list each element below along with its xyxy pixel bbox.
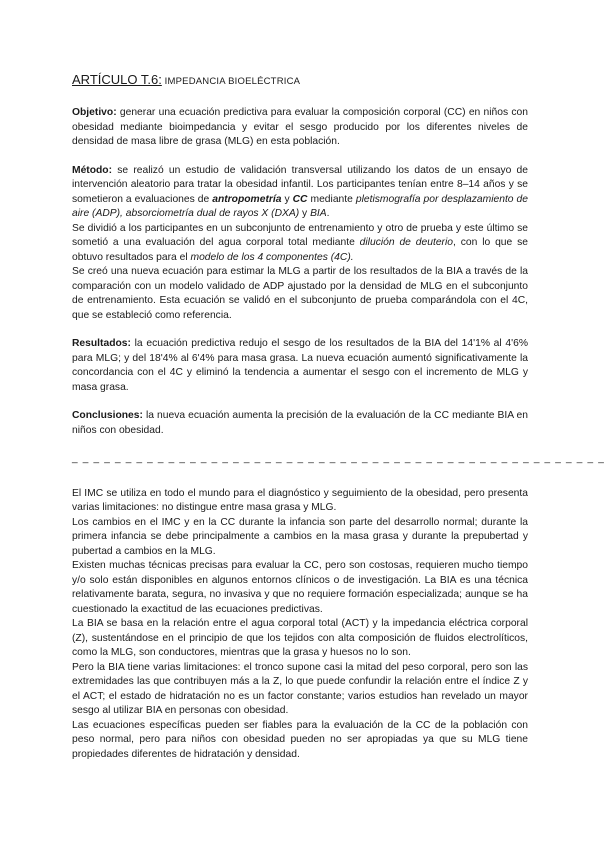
metodo-modelo-4c: modelo de los 4 componentes (4C). bbox=[190, 251, 354, 263]
section-metodo bbox=[72, 164, 528, 324]
body-paragraph: Pero la BIA tiene varias limitaciones: el tronco supone casi la mitad del peso corporal, pero son las extremidades las que contribuyen más a la Z, lo que puede confundir la relación entre el índice Z y el ACT; el estado de hidratación no es un factor constante; varios estudios han revelado un mayor sesgo al utilizar BIA en personas con obesidad. bbox=[72, 661, 528, 716]
metodo-label: Método: bbox=[72, 164, 113, 176]
metodo-antropometria: antropometría bbox=[212, 193, 282, 205]
metodo-bia: BIA bbox=[310, 208, 327, 219]
section-resultados bbox=[72, 337, 528, 395]
body-paragraph: La BIA se basa en la relación entre el agua corporal total (ACT) y la impedancia eléctrica corporal (Z), sustentándose en el principio de que los tejidos con alta composición de fluidos electrolíticos, como la MLG, son conductores, mientras que la grasa y huesos no lo son. bbox=[72, 618, 528, 658]
metodo-text: y bbox=[281, 193, 293, 205]
document-page bbox=[72, 72, 605, 762]
article-title-main: ARTÍCULO T.6: bbox=[72, 72, 162, 87]
metodo-cc: CC bbox=[292, 193, 308, 205]
conclusiones-text: la nueva ecuación aumenta la precisión de la evaluación de la CC mediante BIA en niños con obesidad. bbox=[72, 410, 528, 436]
body-paragraph: Los cambios en el IMC y en la CC durante la infancia son parte del desarrollo normal; durante la primera infancia se debe principalmente a cambios en la masa grasa y durante la prepubertad y pubertad a cambios en la MLG. bbox=[72, 516, 528, 557]
metodo-text: y bbox=[299, 208, 311, 219]
conclusiones-paragraph bbox=[72, 409, 528, 438]
objetivo-text: generar una ecuación predictiva para evaluar la composición corporal (CC) en niños con obesidad mediante bioimpedancia y evitar el sesgo producido por los diferentes niveles de densidad de masa libre de grasa (MLG) en esta población. bbox=[72, 107, 528, 147]
metodo-paragraph-1 bbox=[72, 164, 528, 222]
metodo-text: Se dividió a los participantes en un subconjunto de entrenamiento y otro de prueba y este último se sometió a una evaluación del agua corporal total mediante bbox=[72, 222, 528, 248]
metodo-text: mediante bbox=[307, 193, 356, 205]
resultados-label: Resultados: bbox=[72, 338, 131, 349]
section-conclusiones bbox=[72, 409, 528, 438]
body-paragraph: El IMC se utiliza en todo el mundo para el diagnóstico y seguimiento de la obesidad, pero presenta varias limitaciones: no distingue entre masa grasa y MLG. bbox=[72, 487, 528, 513]
section-objetivo bbox=[72, 106, 528, 150]
metodo-text: se realizó un estudio de validación transversal utilizando los datos de un ensayo de intervención aleatorio para tratar la obesidad infantil. Los participantes tenían entre 8–14 años y se sometieron a evaluaciones de bbox=[72, 164, 528, 205]
article-title bbox=[72, 72, 528, 90]
metodo-paragraph-3: Se creó una nueva ecuación para estimar la MLG a partir de los resultados de la BIA a través de la comparación con un modelo validado de ADP ajustado por la densidad de MLG en el subconjunto de entrenamiento. Esta ecuación se validó en el subconjunto de prueba comparándola con el 4C, que se estableció como referencia. bbox=[72, 266, 528, 321]
body-paragraph: Las ecuaciones específicas pueden ser fiables para la evaluación de la CC de la población con peso normal, pero para niños con obesidad pueden no ser apropiadas ya que su MLG tiene propiedades diferentes de hidratación y densidad. bbox=[72, 719, 528, 760]
body-paragraph: Existen muchas técnicas precisas para evaluar la CC, pero son costosas, requieren mucho tiempo y/o solo están disponibles en algunos entornos clínicos o de investigación. La BIA es una técnica relativamente barata, segura, no invasiva y que no requiere formación especializada; aunque se ha cuestionado la exactitud de las ecuaciones predictivas. bbox=[72, 560, 528, 615]
objetivo-label: Objetivo: bbox=[72, 107, 117, 118]
metodo-paragraph-2 bbox=[72, 222, 528, 266]
article-title-sub: IMPEDANCIA BIOELÉCTRICA bbox=[161, 76, 301, 87]
metodo-techniques: pletismografía por desplazamiento de aire (ADP), absorciometría dual de rayos X (DXA) bbox=[72, 193, 528, 219]
metodo-text: , con lo que se obtuvo resultados para el bbox=[72, 237, 528, 263]
resultados-paragraph bbox=[72, 337, 528, 395]
resultados-text: la ecuación predictiva redujo el sesgo de los resultados de la BIA del 14'1% al 4'6% para MLG; y del 18'4% al 6'4% para masa grasa. La nueva ecuación aumentó significativamente la concordancia con el 4C y eliminó la tendencia a aumentar el sesgo con el incremento de MLG y masa grasa. bbox=[72, 338, 528, 393]
body-text bbox=[72, 487, 528, 763]
dashed-separator: _ _ _ _ _ _ _ _ _ _ _ _ _ _ _ _ _ _ _ _ _ _ _ _ _ _ _ _ _ _ _ _ _ _ _ _ _ _ _ _ _ _ _ _ _ _ _ _ _ _ bbox=[72, 453, 605, 464]
metodo-dilucion: dilución de deuterio bbox=[359, 237, 453, 248]
objetivo-paragraph bbox=[72, 106, 528, 150]
conclusiones-label: Conclusiones: bbox=[72, 410, 143, 421]
metodo-text: . bbox=[326, 208, 330, 219]
